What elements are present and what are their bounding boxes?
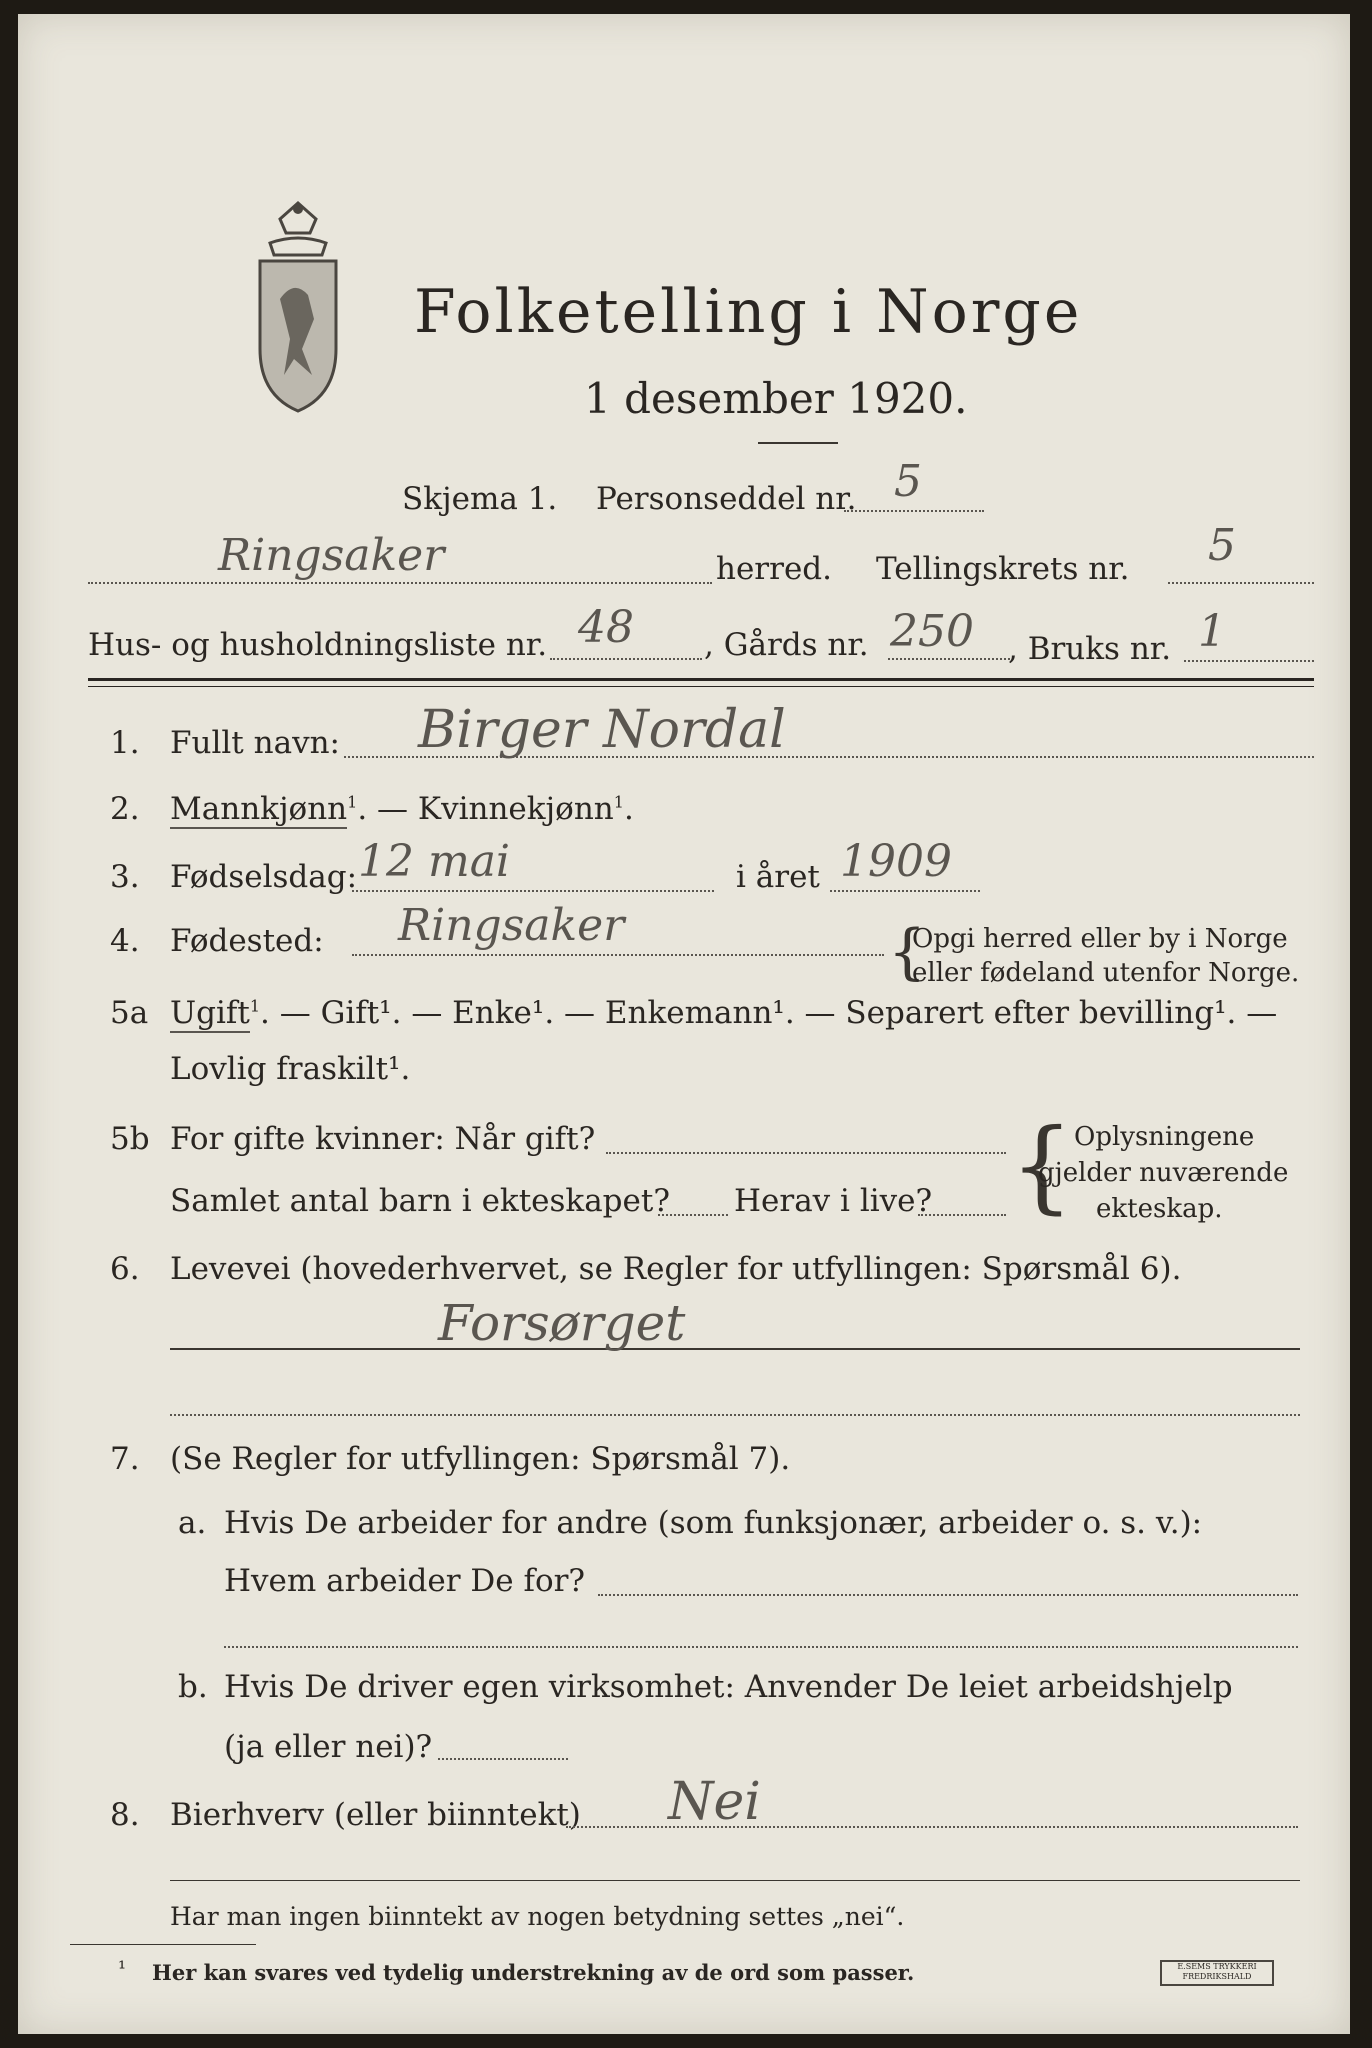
q7-label: (Se Regler for utfyllingen: Spørsmål 7). — [170, 1441, 791, 1477]
q1-label: Fullt navn: — [170, 725, 340, 761]
hus-field[interactable] — [550, 658, 702, 660]
q7b-letter: b. — [178, 1669, 208, 1705]
skjema-label: Skjema 1. — [402, 481, 558, 517]
q7-number: 7. — [110, 1441, 140, 1477]
q5b-number: 5b — [110, 1121, 150, 1157]
footer-note: Har man ingen biinntekt av nogen betydning settes „nei“. — [170, 1902, 905, 1931]
q5b-field-1[interactable] — [606, 1152, 1006, 1154]
bruks-value: 1 — [1198, 606, 1226, 657]
hus-value: 48 — [578, 602, 634, 653]
q5b-field-3[interactable] — [918, 1214, 1006, 1216]
q6-value: Forsørget — [438, 1294, 686, 1352]
q4-value: Ringsaker — [398, 900, 625, 951]
q4-label: Fødested: — [170, 923, 324, 959]
q6-number: 6. — [110, 1251, 140, 1287]
q7a-text-2: Hvem arbeider De for? — [224, 1563, 586, 1599]
q5a-ugift[interactable]: Ugift — [170, 995, 250, 1031]
q3-year-field[interactable] — [830, 890, 980, 892]
q7a-text-1: Hvis De arbeider for andre (som funksjonær, arbeider o. s. v.): — [224, 1505, 1203, 1541]
q3-year-label: i året — [736, 859, 820, 895]
bruks-field[interactable] — [1184, 660, 1314, 662]
personseddel-label: Personseddel nr. — [596, 481, 857, 517]
coat-of-arms-icon — [250, 199, 346, 417]
q5b-field-2[interactable] — [658, 1214, 728, 1216]
census-form-page — [18, 14, 1350, 2034]
q2-number: 2. — [110, 791, 140, 827]
q4-note-2: eller fødeland utenfor Norge. — [912, 958, 1300, 988]
q4-number: 4. — [110, 923, 140, 959]
q5b-label-2: Samlet antal barn i ekteskapet? — [170, 1183, 670, 1219]
tellingskrets-value: 5 — [1208, 520, 1236, 571]
q5a-number: 5a — [110, 995, 149, 1031]
census-date: 1 desember 1920. — [584, 374, 968, 423]
q6-field[interactable] — [170, 1348, 1300, 1350]
header-divider-thin — [88, 686, 1314, 687]
hus-label: Hus- og husholdningsliste nr. — [88, 627, 548, 663]
herred-label: herred. — [716, 551, 832, 587]
q5b-note-1: Oplysningene — [1074, 1122, 1255, 1152]
q3-day-value: 12 mai — [358, 836, 511, 887]
q5b-note-2: gjelder nuværende — [1038, 1158, 1289, 1188]
q2-kvinne[interactable]: Kvinnekjønn — [417, 791, 614, 827]
personseddel-field[interactable] — [844, 510, 984, 512]
q1-value: Birger Nordal — [418, 700, 786, 760]
q2-text: Mannkjønn$^1$. — Kvinnekjønn$^1$. — [170, 791, 634, 827]
q5a-line2: Lovlig fraskilt¹. — [170, 1051, 411, 1087]
footnote-divider — [70, 1944, 256, 1945]
q3-day-field[interactable] — [352, 890, 714, 892]
q5b-label-1: For gifte kvinner: Når gift? — [170, 1121, 596, 1157]
bruks-label: , Bruks nr. — [1008, 631, 1172, 667]
q7a-field-2[interactable] — [224, 1646, 1298, 1648]
q5a-text: Ugift$^1$. — Gift¹. — Enke¹. — Enkemann¹. — Separert efter bevilling¹. — — [170, 995, 1278, 1031]
q7a-field[interactable] — [598, 1594, 1298, 1596]
footnote-text: Her kan svares ved tydelig understrekning av de ord som passer. — [152, 1960, 915, 1985]
footnote-mark: ¹ — [118, 1956, 127, 1980]
q7b-field[interactable] — [438, 1758, 568, 1760]
q8-label: Bierhverv (eller biinntekt) — [170, 1797, 581, 1833]
q4-brace: { — [888, 917, 927, 987]
q7b-text-1: Hvis De driver egen virksomhet: Anvender De leiet arbeidshjelp — [224, 1669, 1233, 1705]
herred-field[interactable] — [88, 582, 712, 584]
q3-number: 3. — [110, 859, 140, 895]
q6-field-2[interactable] — [170, 1414, 1300, 1416]
tellingskrets-label: Tellingskrets nr. — [876, 551, 1130, 587]
q6-label: Levevei (hovederhvervet, se Regler for utfyllingen: Spørsmål 6). — [170, 1251, 1182, 1287]
q4-field[interactable] — [352, 954, 884, 956]
q7a-letter: a. — [178, 1505, 207, 1541]
q8-value: Nei — [668, 1772, 761, 1832]
tellingskrets-field[interactable] — [1168, 582, 1314, 584]
personseddel-value: 5 — [894, 456, 922, 507]
header-divider — [88, 678, 1314, 681]
q2-mann[interactable]: Mannkjønn — [170, 791, 348, 827]
title-divider — [758, 442, 838, 444]
q7b-text-2: (ja eller nei)? — [224, 1729, 433, 1765]
page-title: Folketelling i Norge — [414, 277, 1083, 347]
printer-stamp: E.SEMS TRYKKERI FREDRIKSHALD — [1160, 1960, 1274, 1986]
q5b-brace: { — [1010, 1107, 1074, 1224]
q5b-note-3: ekteskap. — [1096, 1194, 1223, 1224]
gards-field[interactable] — [888, 658, 1010, 660]
q5b-label-3: Herav i live? — [734, 1183, 933, 1219]
q3-year-value: 1909 — [840, 836, 952, 887]
q8-number: 8. — [110, 1797, 140, 1833]
gards-label: , Gårds nr. — [704, 627, 869, 663]
q1-number: 1. — [110, 725, 140, 761]
gards-value: 250 — [890, 606, 974, 657]
q4-note-1: Opgi herred eller by i Norge — [912, 924, 1288, 954]
herred-value: Ringsaker — [218, 530, 445, 581]
q3-label: Fødselsdag: — [170, 859, 358, 895]
q8-field-2[interactable] — [170, 1880, 1300, 1881]
